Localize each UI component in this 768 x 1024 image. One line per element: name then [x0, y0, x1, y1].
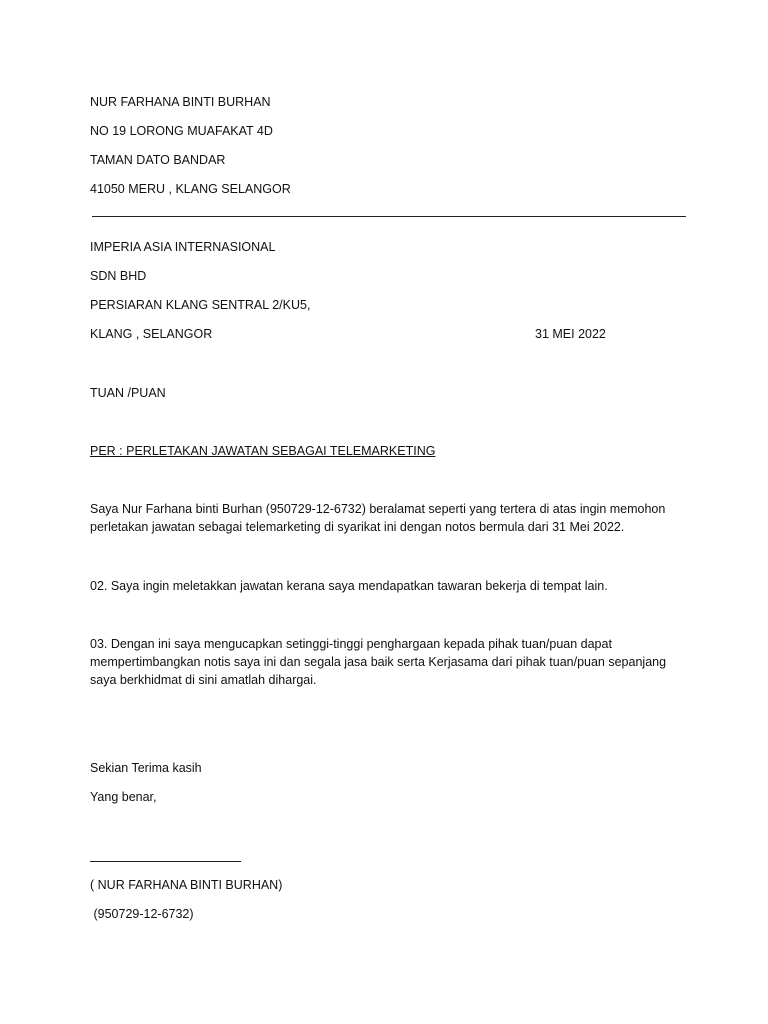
sender-address-line-2: TAMAN DATO BANDAR [90, 153, 226, 167]
letter-date: 31 MEI 2022 [535, 327, 606, 341]
paragraph-2: 02. Saya ingin meletakkan jawatan kerana saya mendapatkan tawaran bekerja di tempat lain. [90, 579, 608, 593]
recipient-line-4: KLANG , SELANGOR [90, 327, 213, 341]
header-divider [92, 216, 686, 217]
paragraph-3-line-3: saya berkhidmat di sini amatlah dihargai. [90, 673, 317, 687]
signatory-name: ( NUR FARHANA BINTI BURHAN) [90, 878, 283, 892]
closing-line-1: Sekian Terima kasih [90, 761, 202, 775]
paragraph-3-line-1: 03. Dengan ini saya mengucapkan setinggi-tinggi penghargaan kepada pihak tuan/puan dapat [90, 637, 612, 651]
signatory-ic-number: (950729-12-6732) [90, 907, 194, 921]
recipient-line-1: IMPERIA ASIA INTERNASIONAL [90, 240, 276, 254]
paragraph-1-line-1: Saya Nur Farhana binti Burhan (950729-12-6732) beralamat seperti yang tertera di atas ingin memohon [90, 502, 666, 516]
recipient-line-2: SDN BHD [90, 269, 147, 283]
closing-line-2: Yang benar, [90, 790, 157, 804]
paragraph-3-line-2: mempertimbangkan notis saya ini dan segala jasa baik serta Kerjasama dari pihak tuan/puan sepanjang [90, 655, 667, 669]
salutation: TUAN /PUAN [90, 386, 166, 400]
subject-line: PER : PERLETAKAN JAWATAN SEBAGAI TELEMARKETING [90, 444, 436, 458]
recipient-line-3: PERSIARAN KLANG SENTRAL 2/KU5, [90, 298, 311, 312]
signature-line [90, 861, 241, 862]
sender-name: NUR FARHANA BINTI BURHAN [90, 95, 271, 109]
sender-address-line-1: NO 19 LORONG MUAFAKAT 4D [90, 124, 273, 138]
sender-address-line-3: 41050 MERU , KLANG SELANGOR [90, 182, 291, 196]
paragraph-1-line-2: perletakan jawatan sebagai telemarketing di syarikat ini dengan notos bermula dari 31 Mei 2022. [90, 520, 625, 534]
